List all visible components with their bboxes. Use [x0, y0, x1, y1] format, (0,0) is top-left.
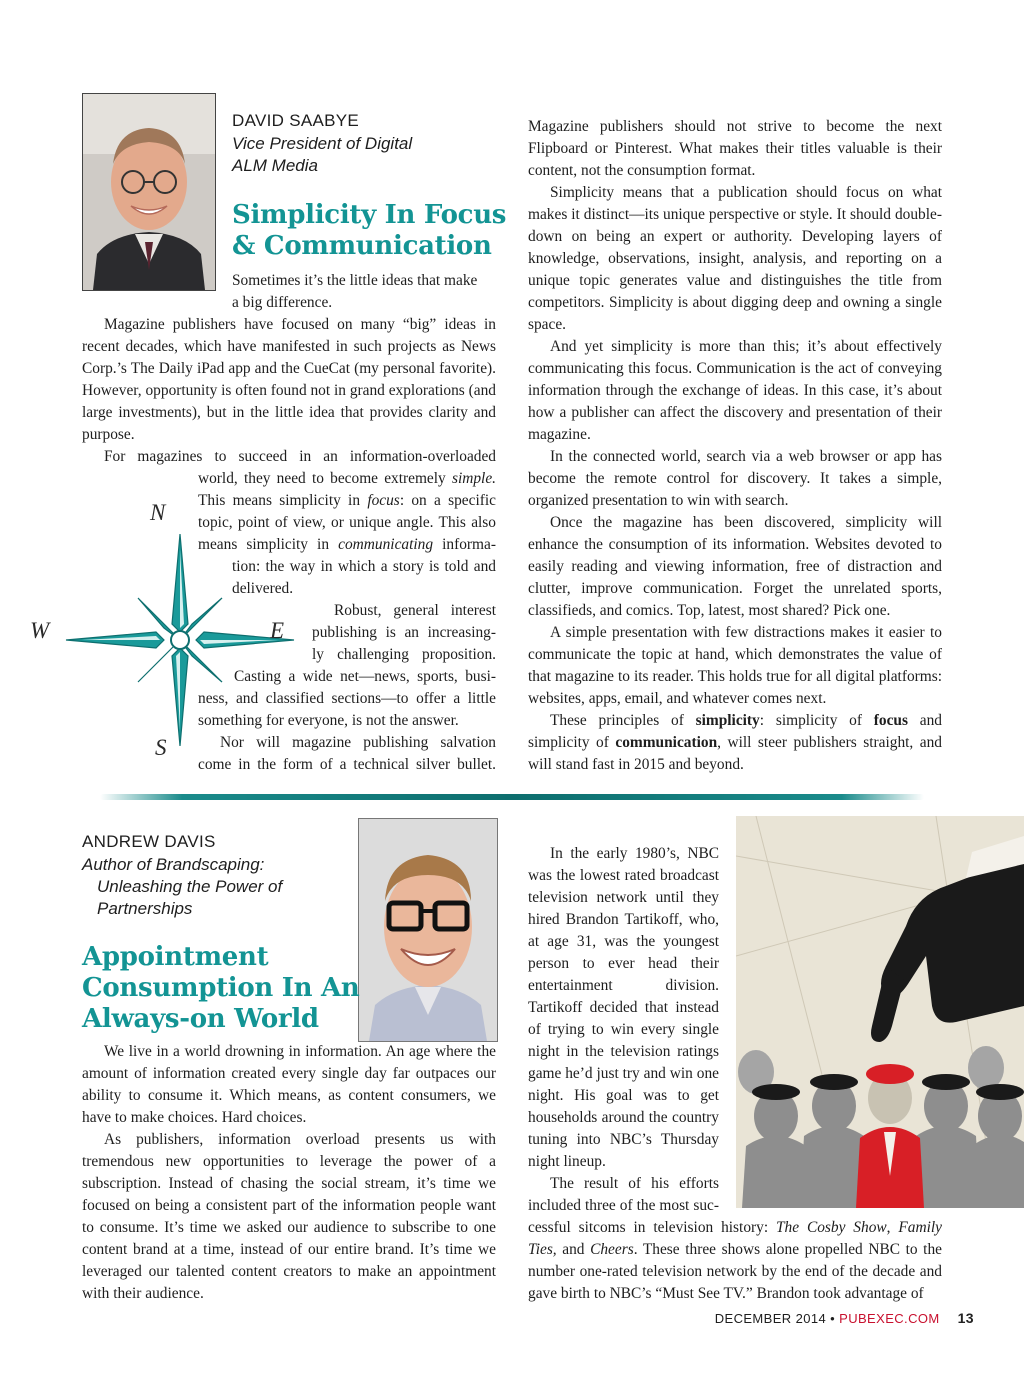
paragraph: Magazine publishers have focused on many “big” ideas in recent decades, which have manifested in such projects as News Corp.’s The Daily iPad app and the CueCat (my personal favorite). However, opportunity is often found not in grand explorations (and large investments), but in the little idea that provides clarity and purpose. [82, 316, 496, 443]
article2-headline [82, 942, 372, 1035]
show-title: The Cosby Show [775, 1219, 887, 1236]
wrap-line: Robust, general interest [334, 602, 496, 619]
article-body-left [82, 314, 496, 468]
lead-line2: a big difference. [232, 294, 333, 311]
bold-focus: focus [873, 712, 908, 729]
wrap-line: Casting a wide net—news, sports, busi- [234, 668, 496, 685]
author-title-line2: ALM Media [232, 156, 318, 175]
wrap-line: come in the form of a technical silver bullet. [198, 756, 496, 773]
bold-communication: communication [615, 734, 718, 751]
portrait-illustration [359, 819, 497, 1041]
wrap-line [198, 490, 496, 512]
wrap-line: something for everyone, is not the answer. [198, 712, 459, 729]
compass-east: E [270, 618, 285, 643]
article2-body-right-wide [528, 1217, 942, 1305]
author-name: DAVID SAABYE [232, 111, 360, 130]
bold-simplicity: simplicity [695, 712, 760, 729]
page-footer [715, 1310, 974, 1326]
article2-body-right-narrow [528, 843, 719, 1217]
wrap-line: ness, and classified sections—to offer a little [198, 690, 496, 707]
portrait-illustration [83, 94, 215, 290]
paragraph: In the connected world, search via a web browser or app has become the remote control for discovery. It takes a simple, organized presentation to win with search. [528, 448, 942, 509]
text-span: informa- [433, 536, 496, 553]
author2-title-line2: Unleashing the Power of [97, 877, 283, 896]
wrapped-paragraph-2b [312, 622, 496, 666]
compass-south: S [155, 735, 167, 760]
compass-west: W [30, 618, 50, 643]
compass-north: N [150, 500, 166, 525]
text-span: and simplicity of [528, 712, 942, 751]
wrap-line: tion: the way in which a story is told and [232, 558, 496, 575]
paragraph: We live in a world drowning in information. An age where the amount of information created every single day far outpaces our ability to consume it. Which means, as content consumers, we have to make choices. Hard choices. [82, 1043, 496, 1126]
site-url: PUBEXEC.COM [839, 1311, 940, 1326]
emphasis-simple: simple. [451, 470, 496, 487]
paragraph-final [528, 710, 942, 776]
text-span: . These three shows alone propelled NBC to the number one-rated television network by the end of the decade and gave birth to NBC’s “Must See TV.” Brandon took advantage of [528, 1241, 942, 1302]
wrap-line: delivered. [232, 580, 294, 597]
page-number: 13 [957, 1310, 974, 1326]
author-photo-andrew-davis [358, 818, 498, 1042]
text-span: cessful sitcoms in television history: [528, 1219, 776, 1236]
issue-date: DECEMBER 2014 [714, 1311, 827, 1326]
author-photo-david-saabye [82, 93, 216, 291]
author2-title-line1: Author of Brandscaping: [82, 855, 265, 874]
headline-line3: Always-on World [82, 1004, 319, 1034]
show-title: Cheers [590, 1241, 634, 1258]
author2-title-line3: Partnerships [97, 899, 193, 918]
author-name-2: ANDREW DAVIS [82, 832, 216, 851]
headline-line1: Appointment [82, 942, 269, 972]
text-span: This means simplicity in [198, 492, 361, 509]
wrapped-paragraph-2 [334, 600, 496, 622]
paragraph-start: For magazines to succeed in an information-overloaded [104, 448, 496, 465]
headline-line1: Simplicity In Focus [232, 200, 507, 230]
emphasis-communicating: communicating [338, 536, 434, 553]
text-span: These principles of [550, 712, 696, 729]
wrap-line: topic, point of view, or unique angle. This also [198, 514, 496, 531]
headline-line2: & Communication [232, 231, 492, 261]
wrap-line [198, 468, 496, 490]
wrap-line: Nor will magazine publishing salvation [220, 734, 496, 751]
paragraph: And yet simplicity is more than this; it’s about effectively communicating this focus. Communication is the act of conveying information through the exchange of ideas. In this case, it’s about how a publisher can affect the discovery and presentation of their magazine. [528, 338, 942, 443]
compass-rose-icon [60, 520, 300, 760]
text-span: world, they need to become extremely [198, 470, 446, 487]
lead-line1: Sometimes it’s the little ideas that make [232, 272, 478, 289]
paragraph: In the early 1980’s, NBC was the lowest rated broadcast television network until they hired Brandon Tartikoff, who, at age 31, was the youngest person to ever head their entertainment division. Tartikoff decided that instead of trying to win every single night in the television ratings game he’d just try and win one night. His goal was to get households around the country tuning into NBC’s Thursday night lineup. [528, 845, 719, 1170]
section-divider [100, 794, 924, 800]
crowd-hand-illustration [736, 816, 1024, 1208]
emphasis-focus: focus [367, 492, 400, 509]
wrap-line: publishing is an increasing- [312, 624, 496, 641]
paragraph-start: The result of his efforts included three of the most suc- [528, 1175, 719, 1214]
text-span: , [886, 1219, 899, 1236]
author-title-line1: Vice President of Digital [232, 134, 413, 153]
paragraph: Simplicity means that a publication should focus on what makes it distinct—its unique perspective or style. It should double-down on being an expert or authority. Developing layers of knowledge, observations, insight, analysis, and reporting on a unique topic generates value and distinguishes the title from competitors. Simplicity is about digging deep and owning a single space. [528, 184, 942, 333]
paragraph: Once the magazine has been discovered, simplicity will enhance the consumption of its information. Websites devoted to easily reading and viewing information, free of distraction and clutter, improve communication. Forget the unrelated sports, classifieds, and comics. Top, latest, most shared? Pick one. [528, 514, 942, 619]
text-span: means simplicity in [198, 536, 330, 553]
text-span: : on a specific [399, 492, 496, 509]
article-headline [232, 200, 522, 262]
article2-body-left [82, 1041, 496, 1305]
headline-line2: Consumption In An [82, 973, 360, 1003]
paragraph: As publishers, information overload presents us with tremendous new opportunities to leverage the power of a subscription. Instead of chasing the social stream, it’s time we focused on being a consistent part of the information people want to consume. It’s time we asked our audience to subscribe to one content brand at a time, instead of our entire brand. It’s time we leveraged our talented content creators to make an appointment with their audience. [82, 1131, 496, 1302]
paragraph: A simple presentation with few distractions makes it easier to communicate the topic at hand, which demonstrates the value of that magazine to its reader. This holds true for all digital platforms: websites, apps, email, and whatever comes next. [528, 624, 942, 707]
text-span: and [556, 1241, 591, 1258]
paragraph: Magazine publishers should not strive to become the next Flipboard or Pinterest. What makes their titles valuable is their content, not the consumption format. [528, 118, 942, 179]
article-body-right [528, 116, 942, 776]
paragraph-cont [528, 1217, 942, 1305]
text-span: : simplicity of [759, 712, 874, 729]
footer-bullet: • [830, 1311, 836, 1326]
wrap-line: ly challenging proposition. [312, 646, 496, 663]
show-title: Family Ties, [528, 1219, 942, 1258]
article-lead [232, 270, 496, 314]
text-span: , will steer publishers straight, and will stand fast in 2015 and beyond. [528, 734, 942, 773]
